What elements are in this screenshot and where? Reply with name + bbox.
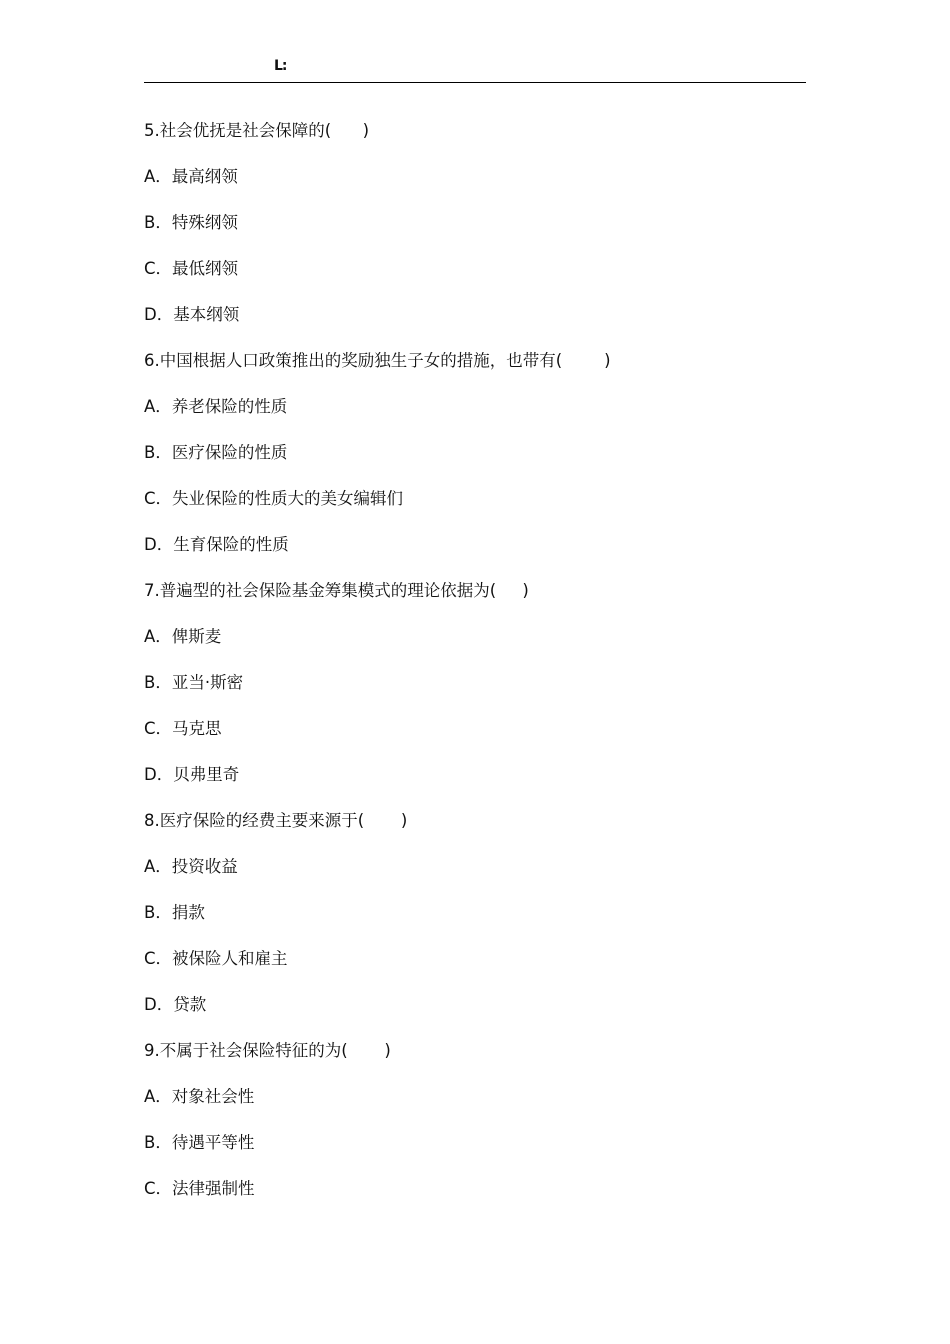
question-6-option-c: C．失业保险的性质大的美女编辑们 (144, 489, 404, 508)
question-8-option-a: A．投资收益 (144, 857, 238, 876)
question-8-option-d: D．贷款 (144, 995, 207, 1014)
question-6-option-d: D．生育保险的性质 (144, 535, 289, 554)
question-8-option-c: C．被保险人和雇主 (144, 949, 288, 968)
question-8-option-b: B．捐款 (144, 903, 205, 922)
question-6-option-a: A．养老保险的性质 (144, 397, 288, 416)
question-9-stem: 9.不属于社会保险特征的为( ) (144, 1041, 391, 1060)
question-list (144, 116, 824, 1220)
question-9-option-a: A．对象社会性 (144, 1087, 255, 1106)
question-7-option-b: B．亚当·斯密 (144, 673, 244, 692)
header-mark: L: (274, 58, 287, 74)
question-5-option-d: D．基本纲领 (144, 305, 240, 324)
question-5-option-c: C．最低纲领 (144, 259, 239, 278)
question-6-option-b: B．医疗保险的性质 (144, 443, 288, 462)
question-9-option-b: B．待遇平等性 (144, 1133, 255, 1152)
question-8-stem: 8.医疗保险的经费主要来源于( ) (144, 811, 408, 830)
question-9-option-c: C．法律强制性 (144, 1179, 255, 1198)
question-5-stem: 5.社会优抚是社会保障的( ) (144, 121, 370, 140)
question-5-option-b: B．特殊纲领 (144, 213, 238, 232)
question-7-option-a: A．俾斯麦 (144, 627, 222, 646)
question-7-stem: 7.普遍型的社会保险基金筹集模式的理论依据为( ) (144, 581, 529, 600)
header-rule (144, 82, 806, 83)
question-5-option-a: A．最高纲领 (144, 167, 238, 186)
question-7-option-c: C．马克思 (144, 719, 222, 738)
question-6-stem: 6.中国根据人口政策推出的奖励独生子女的措施，也带有( ) (144, 351, 611, 370)
question-7-option-d: D．贝弗里奇 (144, 765, 240, 784)
